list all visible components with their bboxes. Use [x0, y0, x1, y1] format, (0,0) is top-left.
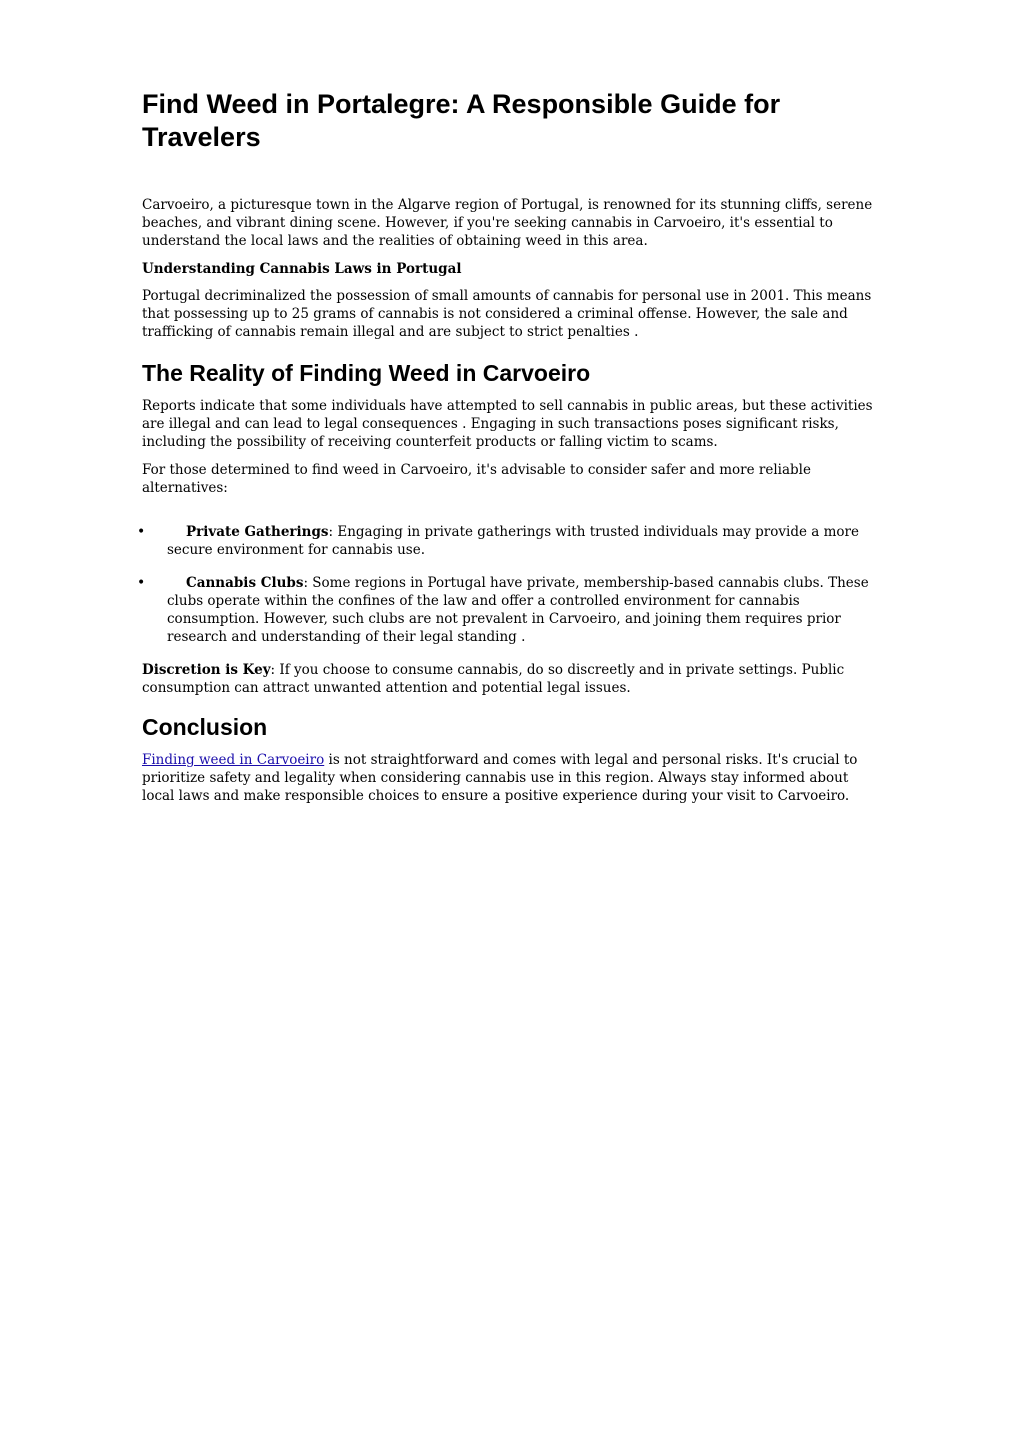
- reality-paragraph: Reports indicate that some individuals have attempted to sell cannabis in public areas, but these activities are illegal and can lead to legal consequences . Engaging in such transactions poses significant risks, including the possibility of receiving counterfeit products or falling victim to scams.: [142, 398, 873, 450]
- discretion-label: Discretion is Key: [142, 662, 271, 678]
- alternatives-list: [137, 523, 882, 646]
- page-title: Find Weed in Portalegre: A Responsible Guide for Travelers: [142, 89, 781, 152]
- discretion-paragraph: [142, 661, 882, 697]
- list-item-text: : Engaging in private gatherings with trusted individuals may provide a more secure environment for cannabis use.: [167, 524, 859, 558]
- finding-weed-link[interactable]: Finding weed in Carvoeiro: [142, 752, 325, 768]
- list-item: [137, 574, 882, 646]
- bullet-icon: •: [137, 575, 146, 591]
- discretion-text: : If you choose to consume cannabis, do so discreetly and in private settings. Public consumption can attract unwanted attention and potential legal issues.: [142, 662, 845, 696]
- bullet-icon: •: [137, 524, 146, 540]
- list-item-title: Cannabis Clubs: [186, 575, 304, 591]
- intro-paragraph: Carvoeiro, a picturesque town in the Algarve region of Portugal, is renowned for its stunning cliffs, serene beaches, and vibrant dining scene. However, if you're seeking cannabis in Carvoeiro, it's essential to understand the local laws and the realities of obtaining weed in this area.: [142, 197, 873, 249]
- list-item: [137, 523, 882, 559]
- section-heading-conclusion: Conclusion: [142, 714, 268, 740]
- laws-paragraph: Portugal decriminalized the possession of small amounts of cannabis for personal use in 2001. This means that possessing up to 25 grams of cannabis is not considered a criminal offense. However, the sale and trafficking of cannabis remain illegal and are subject to strict penalties .: [142, 288, 872, 340]
- conclusion-paragraph: [142, 751, 882, 805]
- list-item-title: Private Gatherings: [186, 524, 329, 540]
- laws-subheading: Understanding Cannabis Laws in Portugal: [142, 261, 462, 277]
- document-page: [137, 88, 882, 815]
- section-heading-reality: The Reality of Finding Weed in Carvoeiro: [142, 360, 591, 386]
- conclusion-text: is not straightforward and comes with legal and personal risks. It's crucial to prioritize safety and legality when considering cannabis use in this region. Always stay informed about local laws and make responsible choices to ensure a positive experience during your visit to Carvoeiro.: [142, 752, 858, 804]
- list-item-text: : Some regions in Portugal have private, membership-based cannabis clubs. These clubs operate within the confines of the law and offer a controlled environment for cannabis consumption. However, such clubs are not prevalent in Carvoeiro, and joining them requires prior research and understanding of their legal standing .: [167, 575, 869, 645]
- alternatives-intro-paragraph: For those determined to find weed in Carvoeiro, it's advisable to consider safer and more reliable alternatives:: [142, 462, 811, 496]
